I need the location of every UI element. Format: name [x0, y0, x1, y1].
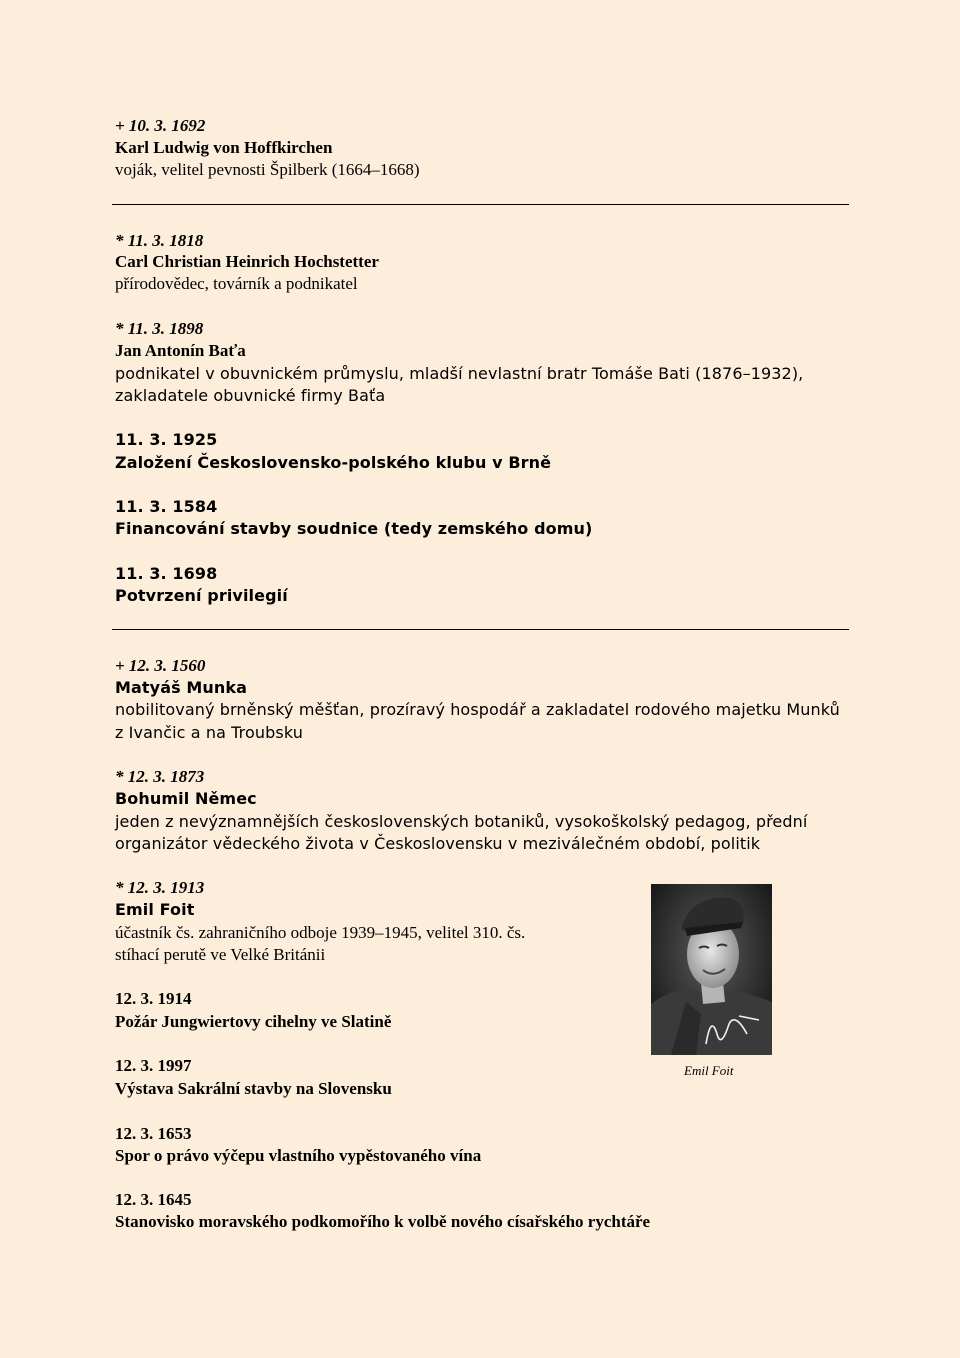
- entry-name: Matyáš Munka: [115, 678, 248, 697]
- portrait-image: [651, 884, 772, 1055]
- event-date: 11. 3. 1925: [115, 430, 218, 449]
- entry-date: * 12. 3. 1913: [115, 878, 205, 897]
- entry-description: organizátor vědeckého života v Československu v meziválečném období, politik: [115, 834, 761, 853]
- event-date: 11. 3. 1698: [115, 564, 218, 583]
- entry-description: účastník čs. zahraničního odboje 1939–1945, velitel 310. čs.: [115, 923, 526, 942]
- event-title: Spor o právo výčepu vlastního vypěstovaného vína: [115, 1146, 482, 1165]
- entry-name: Karl Ludwig von Hoffkirchen: [115, 138, 333, 157]
- entry-name: Bohumil Němec: [115, 789, 257, 808]
- entry-date: + 10. 3. 1692: [115, 116, 206, 135]
- entry-date: * 12. 3. 1873: [115, 767, 205, 786]
- event-date: 11. 3. 1584: [115, 497, 218, 516]
- photo-caption: Emil Foit: [684, 1063, 734, 1078]
- event-title: Financování stavby soudnice (tedy zemského domu): [115, 519, 593, 538]
- section-divider: [112, 204, 849, 205]
- event-title: Požár Jungwiertovy cihelny ve Slatině: [115, 1012, 392, 1031]
- section-divider: [112, 629, 849, 630]
- entry-description: jeden z nevýznamnějších československých botaniků, vysokoškolský pedagog, přední: [115, 812, 808, 831]
- entry-date: + 12. 3. 1560: [115, 656, 206, 675]
- entry-description: z Ivančic a na Troubsku: [115, 723, 303, 742]
- entry-description: přírodovědec, továrník a podnikatel: [115, 274, 358, 293]
- entry-date: * 11. 3. 1818: [115, 231, 204, 250]
- event-title: Potvrzení privilegií: [115, 586, 288, 605]
- entry-name: Emil Foit: [115, 900, 195, 919]
- entry-description: zakladatele obuvnické firmy Baťa: [115, 386, 386, 405]
- entry-description: podnikatel v obuvnickém průmyslu, mladší nevlastní bratr Tomáše Bati (1876–1932),: [115, 364, 804, 383]
- entry-description: stíhací perutě ve Velké Británii: [115, 945, 326, 964]
- event-title: Založení Československo-polského klubu v Brně: [115, 453, 552, 472]
- entry-description: nobilitovaný brněnský měšťan, prozíravý hospodář a zakladatel rodového majetku Munků: [115, 700, 840, 719]
- portrait-photo: [651, 884, 772, 1055]
- event-date: 12. 3. 1914: [115, 989, 192, 1008]
- entry-description: voják, velitel pevnosti Špilberk (1664–1668): [115, 160, 420, 179]
- event-date: 12. 3. 1653: [115, 1124, 192, 1143]
- entry-name: Carl Christian Heinrich Hochstetter: [115, 252, 379, 271]
- event-title: Výstava Sakrální stavby na Slovensku: [115, 1079, 392, 1098]
- event-date: 12. 3. 1645: [115, 1190, 192, 1209]
- event-date: 12. 3. 1997: [115, 1056, 192, 1075]
- entry-date: * 11. 3. 1898: [115, 319, 204, 338]
- event-title: Stanovisko moravského podkomořího k volbě nového císařského rychtáře: [115, 1212, 651, 1231]
- entry-name: Jan Antonín Baťa: [115, 341, 246, 360]
